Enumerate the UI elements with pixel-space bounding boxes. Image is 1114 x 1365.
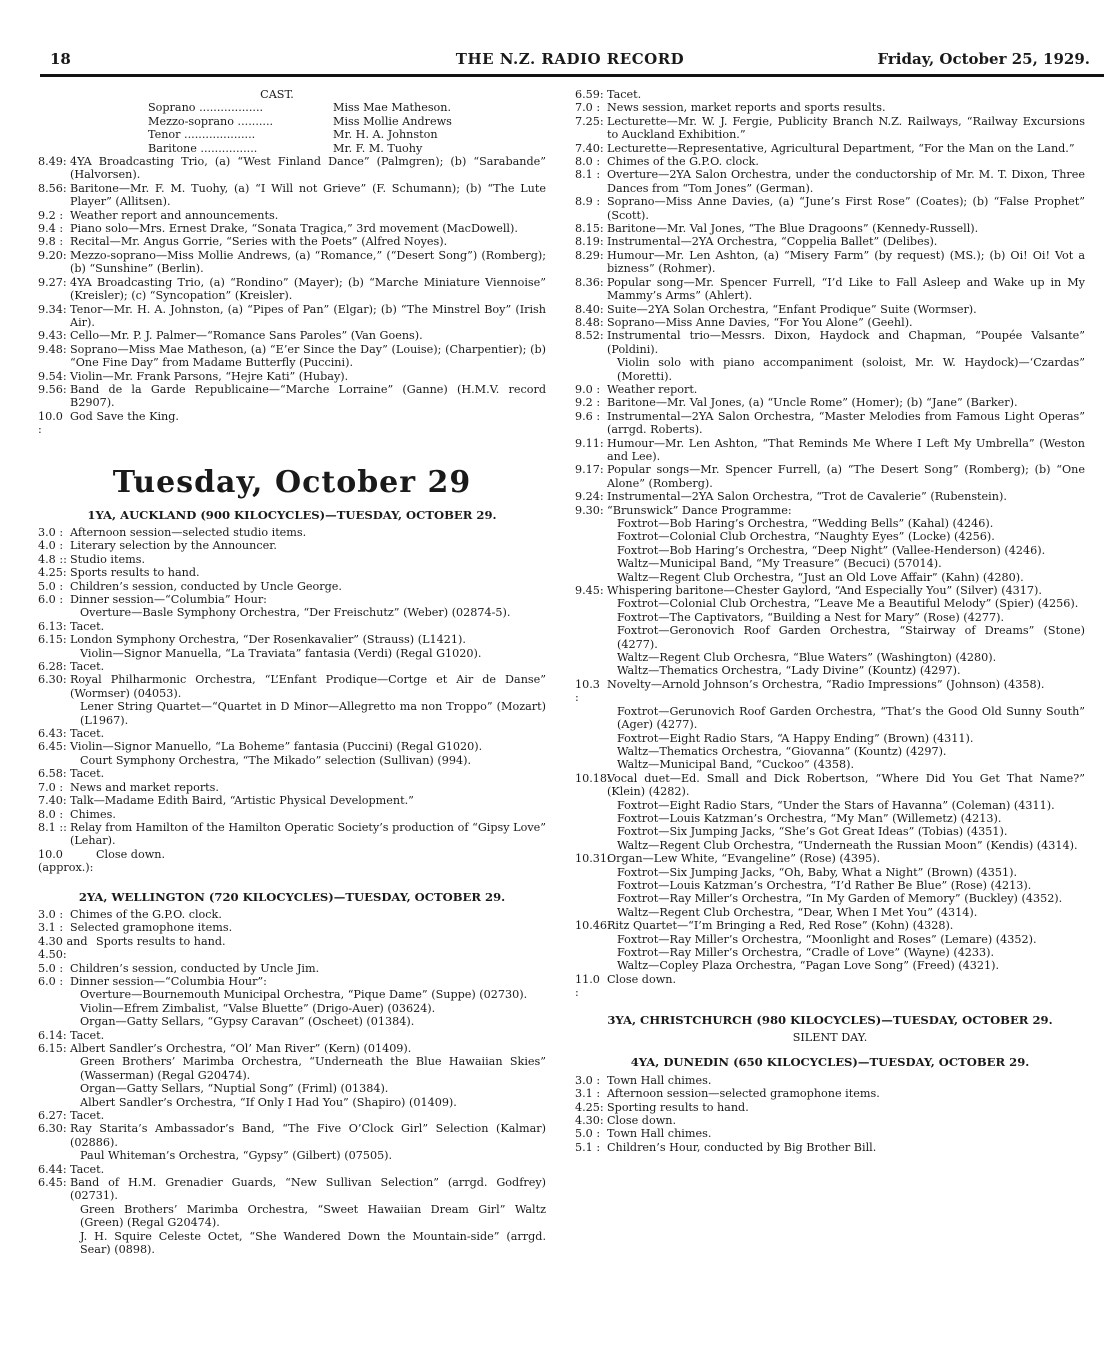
entry-text: Piano solo—Mrs. Ernest Drake, “Sonata Tragica,” 3rd movement (MacDowell). xyxy=(70,222,518,236)
right-column xyxy=(575,88,1085,1154)
entry-text: 4YA Broadcasting Trio, (a) “West Finland Dance” (Palmgren); (b) “Sarabande” (Halvorsen). xyxy=(70,155,546,182)
entry-text: Baritone—Mr. Val Jones, “The Blue Dragoons” (Kennedy-Russell). xyxy=(607,222,979,236)
program-entry xyxy=(38,566,546,579)
entry-time: 9.24: xyxy=(575,490,604,504)
program-entry xyxy=(38,539,546,552)
program-entry xyxy=(575,303,1085,316)
program-sub-entry: Foxtrot—Louis Katzman’s Orchestra, “My Man” (Willemetz) (4213). xyxy=(617,811,1002,825)
program-entry xyxy=(575,155,1085,168)
publication-title: THE N.Z. RADIO RECORD xyxy=(455,50,685,68)
entry-text: News and market reports. xyxy=(70,780,219,794)
entry-text: Ritz Quartet—“I’m Bringing a Red, Red Rose” (Kohn) (4328). xyxy=(607,919,954,933)
entry-text: Literary selection by the Announcer. xyxy=(70,539,277,553)
entry-time: 8.40: xyxy=(575,302,604,316)
program-entry xyxy=(38,935,546,962)
cast-name: Mr. F. M. Tuohy xyxy=(333,141,423,155)
entry-time: 4.0 : xyxy=(38,539,64,553)
program-entry xyxy=(575,276,1085,303)
entry-text: Suite—2YA Solan Orchestra, “Enfant Prodique” Suite (Wormser). xyxy=(607,302,977,316)
entry-time: 6.30: xyxy=(38,1122,67,1136)
entry-text: Tenor—Mr. H. A. Johnston, (a) “Pipes of Pan” (Elgar); (b) “The Minstrel Boy” (Irish Air). xyxy=(70,302,546,329)
silent-day-note: SILENT DAY. xyxy=(792,1031,868,1045)
entry-time: 4.25: xyxy=(575,1100,604,1114)
entry-text: Afternoon session—selected gramophone items. xyxy=(607,1087,880,1101)
program-entry xyxy=(38,276,546,303)
program-sub-entry: Foxtrot—Ray Miller’s Orchestra, “Cradle of Love” (Wayne) (4233). xyxy=(617,946,995,959)
entry-text: “Brunswick” Dance Programme: xyxy=(607,503,792,517)
program-sub-entry: Violin solo with piano accompaniment (soloist, Mr. W. Haydock)—‘Czardas” (Moretti). xyxy=(617,356,1085,383)
entry-text: Mezzo-soprano—Miss Mollie Andrews, (a) “Romance,” (“Desert Song”) (Romberg); (b) “Sunshine” (Berlin). xyxy=(70,248,546,276)
program-sub-entry: Paul Whiteman’s Orchestra, “Gypsy” (Gilbert) (07505). xyxy=(80,1149,393,1163)
entry-time: 6.15: xyxy=(38,633,67,647)
program-entry xyxy=(38,410,546,437)
entry-time: 3.1 : xyxy=(575,1087,601,1101)
entry-time: 8.52: xyxy=(575,329,604,343)
program-entry xyxy=(38,908,546,921)
program-sub-entry: Green Brothers’ Marimba Orchestra, “Underneath the Blue Hawaiian Skies” (Wasserman) (Regal G20474). xyxy=(80,1055,546,1082)
entry-text: Royal Philharmonic Orchestra, “L’Enfant Prodique—Cortge et Air de Danse” (Wormser) (04053). xyxy=(70,673,546,700)
program-sub-entry: Organ—Gatty Sellars, “Nuptial Song” (Friml) (01384). xyxy=(80,1082,389,1096)
program-sub-entry: Waltz—Thematics Orchestra, “Giovanna” (Kountz) (4297). xyxy=(617,744,947,758)
program-sub-entry: Violin—Efrem Zimbalist, “Valse Bluette” (Drigo-Auer) (03624). xyxy=(80,1001,436,1015)
entry-time: 8.29: xyxy=(575,248,604,262)
entry-time: 6.59: xyxy=(575,88,604,101)
cast-role: Mezzo-soprano .......... xyxy=(148,114,274,128)
entry-time: 9.2 : xyxy=(38,208,64,222)
entry-text: Studio items. xyxy=(70,552,145,566)
entry-time: 9.30: xyxy=(575,503,604,517)
entry-text: Children’s session, conducted by Uncle George. xyxy=(70,579,342,593)
entry-text: Close down. xyxy=(96,847,166,861)
program-entry xyxy=(38,580,546,593)
entry-time: 9.56: xyxy=(38,382,67,396)
program-entry xyxy=(38,1029,546,1042)
cast-row xyxy=(148,142,546,155)
entry-text: Weather report and announcements. xyxy=(70,208,279,222)
entry-text: Baritone—Mr. F. M. Tuohy, (a) “I Will not Grieve” (F. Schumann); (b) “The Lute Player” (Allitsen). xyxy=(70,181,546,209)
entry-text: Albert Sandler’s Orchestra, “Ol’ Man River” (Kern) (01409). xyxy=(70,1042,412,1055)
program-sub-entry: Foxtrot—The Captivators, “Building a Nest for Mary” (Rose) (4277). xyxy=(617,610,1004,624)
program-sub-entry: Foxtrot—Bob Haring’s Orchestra, “Deep Night” (Vallee-Henderson) (4246). xyxy=(617,543,1046,557)
entry-text: News session, market reports and sports results. xyxy=(607,101,886,115)
station-title-2ya: 2YA, WELLINGTON (720 KILOCYCLES)—TUESDAY, OCTOBER 29. xyxy=(78,889,506,904)
program-entry xyxy=(38,553,546,566)
entry-time: 10.46: xyxy=(575,919,611,933)
program-sub-entry: Foxtrot—Ray Miller’s Orchestra, “In My Garden of Memory” (Buckley) (4352). xyxy=(617,892,1063,906)
entry-time: 9.48: xyxy=(38,342,67,356)
entry-text: London Symphony Orchestra, “Der Rosenkavalier” (Strauss) (L1421). xyxy=(70,633,466,647)
entry-text: Band of H.M. Grenadier Guards, “New Sullivan Selection” (arrgd. Godfrey) (02731). xyxy=(70,1176,546,1203)
entry-text: Close down. xyxy=(607,972,677,986)
program-entry xyxy=(575,463,1085,490)
entry-time: 5.0 : xyxy=(38,579,64,593)
program-entry xyxy=(38,794,546,807)
program-entry xyxy=(575,142,1085,155)
entry-text: Sporting results to hand. xyxy=(607,1100,749,1114)
entry-text: Overture—2YA Salon Orchestra, under the conductorship of Mr. M. T. Dixon, Three Dances from “Tom Jones” (German). xyxy=(607,168,1085,195)
program-sub-entry: Waltz—Municipal Band, “My Treasure” (Becuci) (57014). xyxy=(617,557,942,571)
entry-time: 3.0 : xyxy=(575,1073,601,1087)
program-sub-entry: Organ—Gatty Sellars, “Gypsy Caravan” (Oscheet) (01384). xyxy=(80,1015,415,1029)
program-entry xyxy=(575,1101,1085,1114)
program-entry xyxy=(38,620,546,633)
entry-time: 9.34: xyxy=(38,302,67,316)
entry-text: Instrumental—2YA Salon Orchestra, “Trot de Cavalerie” (Rubenstein). xyxy=(607,490,1007,504)
program-sub-entry: Foxtrot—Six Jumping Jacks, “She’s Got Great Ideas” (Tobias) (4351). xyxy=(617,825,1008,839)
program-entry xyxy=(575,316,1085,329)
entry-time: 4.30: xyxy=(575,1114,604,1128)
entry-text: Soprano—Miss Anne Davies, (a) “June’s First Rose” (Coates); (b) “False Prophet” (Scott). xyxy=(607,195,1085,222)
program-sub-entry: Albert Sandler’s Orchestra, “If Only I Had You” (Shapiro) (01409). xyxy=(80,1095,457,1109)
program-entry xyxy=(575,222,1085,235)
entry-time: 10.31: xyxy=(575,852,611,866)
program-entry xyxy=(575,437,1085,464)
program-sub-entry: Lener String Quartet—“Quartet in D Minor—Allegretto ma non Troppo” (Mozart) (L1967). xyxy=(80,700,546,727)
entry-time: 7.0 : xyxy=(38,780,64,794)
entry-time: 9.11: xyxy=(575,436,604,450)
cast-name: Mr. H. A. Johnston xyxy=(333,128,438,142)
entry-text: Chimes. xyxy=(70,807,116,821)
entry-text: God Save the King. xyxy=(70,409,179,423)
station-title-4ya: 4YA, DUNEDIN (650 KILOCYCLES)—TUESDAY, OCTOBER 29. xyxy=(630,1055,1030,1070)
program-entry xyxy=(575,1087,1085,1100)
entry-text: Selected gramophone items. xyxy=(70,921,233,935)
entry-time: 8.48: xyxy=(575,315,604,329)
program-sub-entry: Waltz—Copley Plaza Orchestra, “Pagan Love Song” (Freed) (4321). xyxy=(617,959,1000,973)
entry-time: 5.0 : xyxy=(38,961,64,975)
entry-text: Instrumental—2YA Orchestra, “Coppelia Ballet” (Delibes). xyxy=(607,235,938,249)
cast-name: Miss Mollie Andrews xyxy=(333,114,452,128)
program-sub-entry: Waltz—Regent Club Orchestra, “Dear, When I Met You” (4314). xyxy=(617,905,978,919)
entry-text: Weather report. xyxy=(607,382,698,396)
entry-text: Chimes of the G.P.O. clock. xyxy=(70,907,222,921)
program-sub-entry: Foxtrot—Bob Haring’s Orchestra, “Wedding Bells” (Kahal) (4246). xyxy=(617,517,994,530)
program-entry xyxy=(38,593,546,606)
program-sub-entry: Foxtrot—Geronovich Roof Garden Orchestra, “Stairway of Dreams” (Stone) (4277). xyxy=(617,624,1085,651)
program-sub-entry: Waltz—Regent Club Orchestra, “Underneath the Russian Moon” (Kendis) (4314). xyxy=(617,838,1078,852)
program-entry xyxy=(38,1163,546,1176)
program-entry xyxy=(575,410,1085,437)
entry-time: 8.0 : xyxy=(575,155,601,169)
entry-text: Violin—Signor Manuello, “La Boheme” fantasia (Puccini) (Regal G1020). xyxy=(70,740,483,754)
program-entry xyxy=(38,848,546,875)
entry-time: 6.14: xyxy=(38,1028,67,1042)
entry-text: Town Hall chimes. xyxy=(607,1073,712,1087)
entry-time: 10.0 (approx.): xyxy=(38,847,94,875)
entry-time: 9.4 : xyxy=(38,222,64,236)
program-sub-entry: Foxtrot—Ray Miller’s Orchestra, “Moonlight and Roses” (Lemare) (4352). xyxy=(617,932,1037,946)
entry-time: 9.43: xyxy=(38,329,67,343)
cast-role: Soprano .................. xyxy=(148,101,264,115)
program-sub-entry: Waltz—Regent Club Orchesra, “Blue Waters” (Washington) (4280). xyxy=(617,651,997,665)
entry-text: Humour—Mr. Len Ashton, “That Reminds Me Where I Left My Umbrella” (Weston and Lee). xyxy=(607,436,1085,463)
program-sub-entry: Court Symphony Orchestra, “The Mikado” selection (Sullivan) (994). xyxy=(80,753,471,767)
entry-text: Whispering baritone—Chester Gaylord, “And Especially You” (Silver) (4317). xyxy=(607,584,1042,598)
entry-text: Dinner session—“Columbia” Hour: xyxy=(70,593,267,606)
entry-time: 6.0 : xyxy=(38,974,64,988)
program-entry xyxy=(575,329,1085,356)
entry-time: 6.13: xyxy=(38,619,67,633)
entry-time: 8.19: xyxy=(575,235,604,249)
station-title-1ya: 1YA, AUCKLAND (900 KILOCYCLES)—TUESDAY, OCTOBER 29. xyxy=(87,507,497,522)
entry-time: 9.27: xyxy=(38,275,67,289)
entry-text: 4YA Broadcasting Trio, (a) “Rondino” (Mayer); (b) “Marche Miniature Viennoise” (Kreisler); (c) “Syncopation” (Kreisler). xyxy=(70,275,546,303)
program-sub-entry: Foxtrot—Colonial Club Orchestra, “Naughty Eyes” (Locke) (4256). xyxy=(617,530,995,544)
entry-text: Afternoon session—selected studio items. xyxy=(70,525,307,539)
left-column xyxy=(38,88,546,1257)
entry-time: 8.56: xyxy=(38,181,67,195)
entry-time: 6.45: xyxy=(38,1176,67,1190)
program-entry xyxy=(38,303,546,330)
entry-time: 8.9 : xyxy=(575,195,601,209)
program-entry xyxy=(38,155,546,182)
program-list-2ya-continued xyxy=(575,88,1085,1000)
program-entry xyxy=(38,383,546,410)
program-entry xyxy=(38,767,546,780)
entry-text: Instrumental trio—Messrs. Dixon, Haydock and Chapman, “Poupée Valsante” (Poldini). xyxy=(607,329,1085,356)
entry-time: 8.49: xyxy=(38,155,67,169)
program-entry xyxy=(575,88,1085,101)
program-entry xyxy=(575,973,1085,1000)
entry-text: Soprano—Miss Mae Matheson, (a) “E’er Since the Day” (Louise); (Charpentier); (b) “One Fine Day” from Madame Butterfly (Puccini). xyxy=(70,342,546,370)
entry-text: Baritone—Mr. Val Jones, (a) “Uncle Rome” (Homer); (b) “Jane” (Barker). xyxy=(607,396,1018,410)
entry-text: Tacet. xyxy=(70,727,105,741)
cast-row xyxy=(148,115,546,128)
entry-time: 10.0 : xyxy=(38,409,63,437)
program-sub-entry: Waltz—Thematics Orchestra, “Lady Divine” (Kountz) (4297). xyxy=(617,664,961,678)
entry-time: 9.2 : xyxy=(575,396,601,410)
entry-time: 10.3 : xyxy=(575,677,600,705)
entry-time: 7.40: xyxy=(575,141,604,155)
program-list-4ya xyxy=(575,1074,1085,1154)
program-entry xyxy=(575,235,1085,248)
entry-text: Tacet. xyxy=(70,1109,105,1123)
program-entry xyxy=(38,727,546,740)
entry-time: 5.1 : xyxy=(575,1140,601,1154)
program-entry xyxy=(575,919,1085,932)
program-sub-entry: Violin—Signor Manuella, “La Traviata” fantasia (Verdi) (Regal G1020). xyxy=(80,646,482,660)
entry-text: Cello—Mr. P. J. Palmer—“Romance Sans Paroles” (Van Goens). xyxy=(70,329,423,343)
entry-text: Organ—Lew White, “Evangeline” (Rose) (4395). xyxy=(607,852,881,866)
program-entry xyxy=(575,195,1085,222)
entry-time: 6.45: xyxy=(38,740,67,754)
entry-text: Dinner session—“Columbia Hour”: xyxy=(70,974,267,988)
program-sub-entry: Waltz—Regent Club Orchestra, “Just an Old Love Affair” (Kahn) (4280). xyxy=(617,570,1024,584)
program-entry xyxy=(575,396,1085,409)
entry-text: Tacet. xyxy=(70,1028,105,1042)
program-entry xyxy=(38,209,546,222)
page-number: 18 xyxy=(50,50,71,68)
entry-text: Humour—Mr. Len Ashton, (a) “Misery Farm” (by request) (MS.); (b) Oi! Oi! Vot a bizness” (Rohmer). xyxy=(607,248,1085,276)
entry-text: Tacet. xyxy=(70,767,105,781)
entry-time: 9.6 : xyxy=(575,409,601,423)
entry-time: 9.0 : xyxy=(575,382,601,396)
program-entry xyxy=(38,962,546,975)
entry-time: 6.30: xyxy=(38,673,67,687)
program-entry xyxy=(575,383,1085,396)
program-entry xyxy=(575,852,1085,865)
program-entry xyxy=(38,235,546,248)
entry-time: 6.28: xyxy=(38,660,67,674)
program-list-2ya xyxy=(38,908,546,1257)
entry-time: 6.44: xyxy=(38,1162,67,1176)
program-entry xyxy=(38,222,546,235)
program-entry xyxy=(575,1127,1085,1140)
entry-time: 3.0 : xyxy=(38,525,64,539)
cast-row xyxy=(148,128,546,141)
program-sub-entry: Foxtrot—Gerunovich Roof Garden Orchestra, “That’s the Good Old Sunny South” (Ager) (4277). xyxy=(617,704,1085,732)
entry-text: Tacet. xyxy=(70,1162,105,1176)
issue-date: Friday, October 25, 1929. xyxy=(877,50,1090,68)
entry-text: Sports results to hand. xyxy=(96,934,226,948)
monday-program-list xyxy=(38,155,546,437)
entry-time: 4.30 and 4.50: xyxy=(38,934,88,962)
program-entry xyxy=(575,1141,1085,1154)
station-title-3ya: 3YA, CHRISTCHURCH (980 KILOCYCLES)—TUESDAY, OCTOBER 29. xyxy=(607,1012,1053,1027)
entry-time: 9.54: xyxy=(38,369,67,383)
program-sub-entry: Waltz—Municipal Band, “Cuckoo” (4358). xyxy=(617,758,855,772)
entry-text: Ray Starita’s Ambassador’s Band, “The Five O’Clock Girl” Selection (Kalmar) (02886). xyxy=(70,1122,546,1149)
entry-time: 9.17: xyxy=(575,463,604,477)
program-entry xyxy=(38,1122,546,1149)
program-entry xyxy=(575,115,1085,142)
entry-time: 9.45: xyxy=(575,584,604,598)
program-sub-entry: Foxtrot—Eight Radio Stars, “Under the Stars of Havanna” (Coleman) (4311). xyxy=(617,798,1055,812)
program-list-1ya xyxy=(38,526,546,875)
entry-time: 3.0 : xyxy=(38,907,64,921)
cast-row xyxy=(148,101,546,114)
entry-text: Sports results to hand. xyxy=(70,566,200,580)
entry-time: 9.20: xyxy=(38,248,67,262)
entry-time: 8.36: xyxy=(575,275,604,289)
program-entry xyxy=(38,821,546,848)
entry-time: 8.15: xyxy=(575,222,604,236)
entry-time: 4.8 :: xyxy=(38,552,67,566)
entry-time: 6.27: xyxy=(38,1109,67,1123)
header-rule xyxy=(40,74,1104,77)
program-entry xyxy=(38,249,546,276)
program-sub-entry: Foxtrot—Eight Radio Stars, “A Happy Ending” (Brown) (4311). xyxy=(617,731,974,745)
entry-text: Close down. xyxy=(607,1114,677,1128)
program-entry xyxy=(38,526,546,539)
entry-time: 7.40: xyxy=(38,794,67,808)
program-entry xyxy=(575,168,1085,195)
program-entry xyxy=(575,490,1085,503)
day-title: Tuesday, October 29 xyxy=(112,464,472,500)
entry-text: Children’s Hour, conducted by Big Brother Bill. xyxy=(607,1140,877,1154)
entry-text: Lecturette—Representative, Agricultural Department, “For the Man on the Land.” xyxy=(607,141,1075,155)
entry-time: 7.0 : xyxy=(575,101,601,115)
entry-time: 8.1 : xyxy=(575,168,601,182)
program-entry xyxy=(38,921,546,934)
program-entry xyxy=(38,633,546,646)
entry-time: 8.1 :: xyxy=(38,820,67,834)
entry-time: 11.0 : xyxy=(575,972,600,1000)
program-entry xyxy=(38,781,546,794)
entry-text: Chimes of the G.P.O. clock. xyxy=(607,155,759,169)
entry-time: 6.15: xyxy=(38,1042,67,1055)
entry-text: Soprano—Miss Anne Davies, “For You Alone” (Geehl). xyxy=(607,315,913,329)
program-entry xyxy=(38,660,546,673)
program-sub-entry: Foxtrot—Colonial Club Orchestra, “Leave Me a Beautiful Melody” (Spier) (4256). xyxy=(617,597,1079,611)
entry-time: 6.0 : xyxy=(38,593,64,606)
entry-time: 6.43: xyxy=(38,727,67,741)
program-entry xyxy=(38,329,546,342)
program-entry xyxy=(575,1114,1085,1127)
entry-text: Popular song—Mr. Spencer Furrell, “I’d Like to Fall Asleep and Wake up in My Mammy’s Arms” (Ahlert). xyxy=(607,275,1085,303)
entry-text: Tacet. xyxy=(70,619,105,633)
entry-text: Recital—Mr. Angus Gorrie, “Series with the Poets” (Alfred Noyes). xyxy=(70,235,448,249)
entry-text: Band de la Garde Republicaine—“Marche Lorraine” (Ganne) (H.M.V. record B2907). xyxy=(70,382,546,410)
entry-time: 10.18: xyxy=(575,771,611,785)
program-sub-entry: Foxtrot—Louis Katzman’s Orchestra, “I’d Rather Be Blue” (Rose) (4213). xyxy=(617,878,1032,892)
program-entry xyxy=(38,182,546,209)
program-entry xyxy=(575,249,1085,276)
cast-list xyxy=(38,101,546,155)
program-entry xyxy=(38,1109,546,1122)
entry-text: Relay from Hamilton of the Hamilton Operatic Society’s production of “Gipsy Love” (Lehar). xyxy=(70,820,546,848)
program-entry xyxy=(38,1042,546,1055)
entry-text: Popular songs—Mr. Spencer Furrell, (a) “The Desert Song” (Romberg); (b) “One Alone” (Romberg). xyxy=(607,463,1085,490)
program-entry xyxy=(38,343,546,370)
program-sub-entry: Foxtrot—Six Jumping Jacks, “Oh, Baby, What a Night” (Brown) (4351). xyxy=(617,865,1018,879)
entry-time: 8.0 : xyxy=(38,807,64,821)
entry-text: Instrumental—2YA Salon Orchestra, “Master Melodies from Famous Light Operas” (arrgd. Roberts). xyxy=(607,409,1085,437)
program-entry xyxy=(575,504,1085,517)
entry-time: 9.8 : xyxy=(38,235,64,249)
entry-time: 4.25: xyxy=(38,566,67,580)
program-sub-entry: Overture—Bournemouth Municipal Orchestra, “Pique Dame” (Suppe) (02730). xyxy=(80,988,528,1002)
program-sub-entry: Overture—Basle Symphony Orchestra, “Der Freischutz” (Weber) (02874-5). xyxy=(80,606,511,620)
program-entry xyxy=(38,740,546,753)
program-entry xyxy=(575,678,1085,705)
entry-text: Vocal duet—Ed. Small and Dick Robertson, “Where Did You Get That Name?” (Klein) (4282). xyxy=(607,771,1085,799)
entry-text: Tacet. xyxy=(70,660,105,674)
entry-time: 3.1 : xyxy=(38,921,64,935)
program-entry xyxy=(38,808,546,821)
program-sub-entry: Green Brothers’ Marimba Orchestra, “Sweet Hawaiian Dream Girl” Waltz (Green) (Regal G20474). xyxy=(80,1202,546,1230)
program-entry xyxy=(38,673,546,700)
entry-text: Novelty—Arnold Johnson’s Orchestra, “Radio Impressions” (Johnson) (4358). xyxy=(607,677,1045,691)
entry-text: Children’s session, conducted by Uncle Jim. xyxy=(70,961,320,975)
entry-time: 5.0 : xyxy=(575,1127,601,1141)
page-header xyxy=(50,50,1090,72)
entry-text: Lecturette—Mr. W. J. Fergie, Publicity Branch N.Z. Railways, “Railway Excursions to Auckland Exhibition.” xyxy=(607,114,1085,142)
entry-time: 7.25: xyxy=(575,114,604,128)
cast-name: Miss Mae Matheson. xyxy=(333,101,452,115)
entry-text: Tacet. xyxy=(607,88,642,101)
program-entry xyxy=(575,101,1085,114)
entry-text: Town Hall chimes. xyxy=(607,1127,712,1141)
program-entry xyxy=(575,1074,1085,1087)
program-entry xyxy=(38,370,546,383)
cast-role: Baritone ................ xyxy=(148,141,258,155)
program-entry xyxy=(38,1176,546,1203)
program-sub-entry: J. H. Squire Celeste Octet, “She Wandered Down the Mountain-side” (arrgd. Sear) (0898). xyxy=(80,1229,546,1257)
cast-role: Tenor .................... xyxy=(148,128,256,142)
entry-text: Talk—Madame Edith Baird, “Artistic Physical Development.” xyxy=(70,794,414,808)
program-entry xyxy=(575,772,1085,799)
program-entry xyxy=(38,975,546,988)
cast-title: CAST. xyxy=(260,88,294,101)
entry-text: Violin—Mr. Frank Parsons, “Hejre Kati” (Hubay). xyxy=(70,369,349,383)
entry-time: 6.58: xyxy=(38,767,67,781)
program-entry xyxy=(575,584,1085,597)
